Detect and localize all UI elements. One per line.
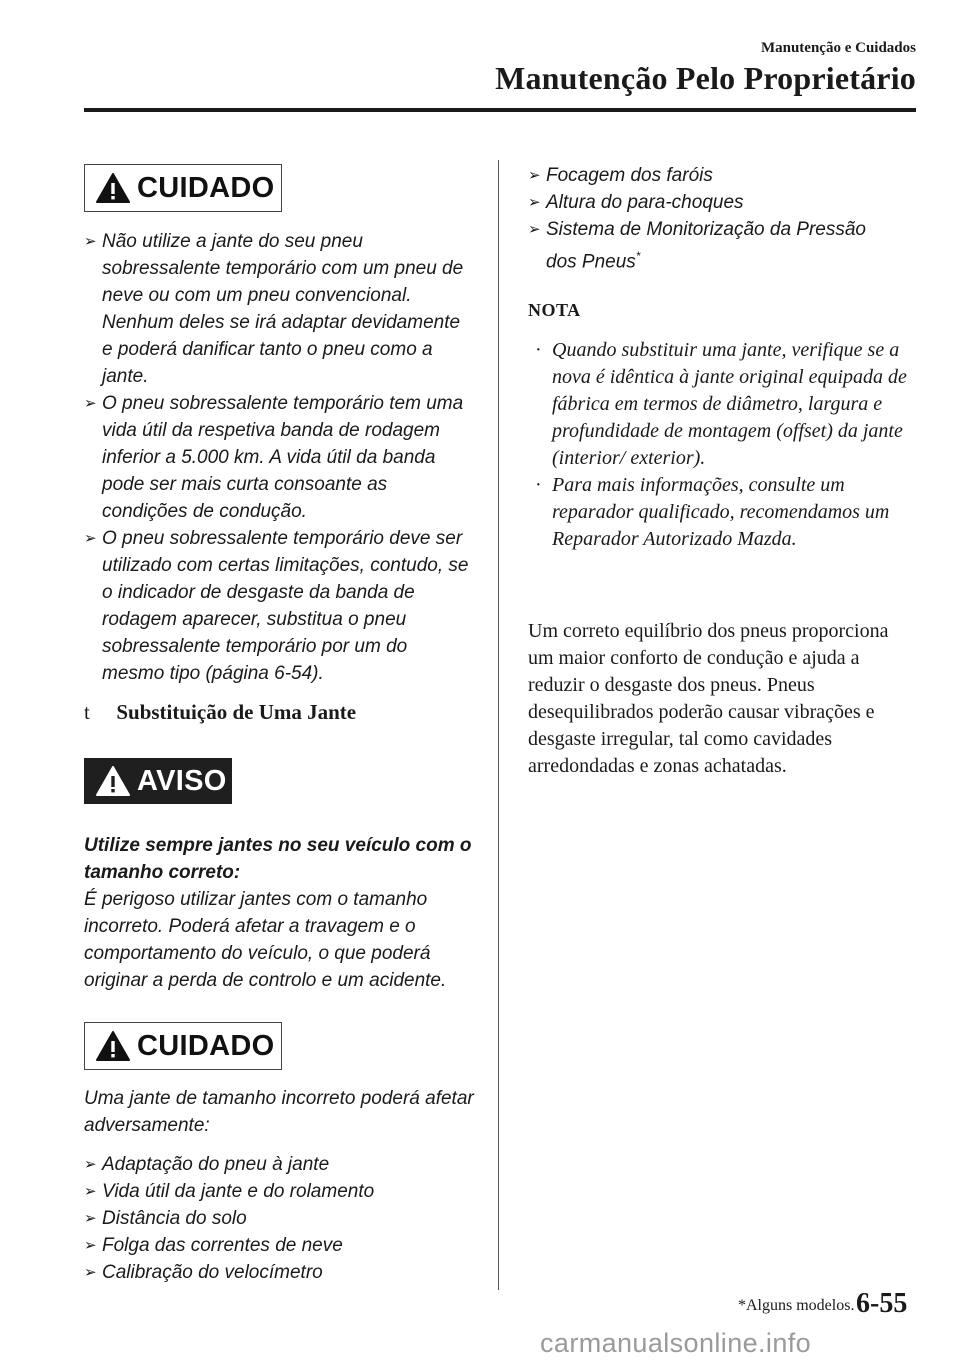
warning-content [84,832,479,994]
asterisk-mark: * [635,249,641,263]
section-heading [84,700,484,725]
page-number: 6-55 [856,1288,908,1319]
arrow-bullet-icon: ➢ [84,395,97,412]
arrow-bullet-icon: ➢ [84,1237,97,1254]
bullet-dot-icon: · [535,339,542,361]
arrow-bullet-icon: ➢ [84,1264,97,1281]
arrow-bullet-icon: ➢ [84,233,97,250]
section-name: Manutenção e Cuidados [760,40,916,56]
warning-bold-text: Utilize sempre jantes no seu veículo com o tamanho correto: [84,835,472,883]
caution-item: ➢ O pneu sobressalente temporário deve ser utilizado com certas limitações, contudo, se o indicador de desgaste da banda de rodagem aparecer, substitua o pneu sobressalente temporário por um do mesmo tipo (página 6-54). [84,525,474,687]
warning-triangle-icon [95,172,131,204]
warning-triangle-icon [95,1030,131,1062]
caution-label: CUIDADO [137,171,275,204]
caution-item: ➢ Vida útil da jante e do rolamento [84,1178,479,1205]
caution-item: ➢ Não utilize a jante do seu pneu sobressalente temporário com um pneu de neve ou com um pneu convencional. Nenhum deles se irá adaptar devidamente e poderá danificar tanto o pneu como a jante. [84,228,474,390]
watermark: carmanualsonline.info [540,1328,812,1358]
bullet-dot-icon: · [535,474,542,496]
arrow-bullet-icon: ➢ [528,167,541,184]
caution-box-1 [84,164,282,212]
section-marker: t [84,700,90,724]
arrow-bullet-icon: ➢ [528,194,541,211]
caution-item: ➢ Altura do para-choques [528,189,908,216]
caution-continued-list [528,162,908,275]
caution-item: ➢ Focagem dos faróis [528,162,908,189]
header-rule [84,108,916,112]
caution-item: ➢ Calibração do velocímetro [84,1259,479,1286]
section-heading-text: Substituição de Uma Jante [116,700,357,724]
arrow-bullet-icon: ➢ [528,221,541,238]
caution-item: ➢ Adaptação do pneu à jante [84,1151,479,1178]
caution-item: ➢ Sistema de Monitorização da Pressão dos Pneus* [528,216,891,275]
caution-box-2 [84,1022,282,1070]
caution-item: ➢ Folga das correntes de neve [84,1232,479,1259]
warning-triangle-icon [95,765,131,797]
column-divider [498,160,499,1290]
note-item: · Para mais informações, consulte um reparador qualificado, recomendamos um Reparador Autorizado Mazda. [535,474,890,550]
arrow-bullet-icon: ➢ [84,530,97,547]
balance-paragraph: Um correto equilíbrio dos pneus proporciona um maior conforto de condução e ajuda a reduzir o desgaste dos pneus. Pneus desequilibrados poderão causar vibrações e desgaste irregular, tal como cavidades arredondadas e zonas achatadas. [528,620,889,777]
warning-label: AVISO [137,764,227,797]
note-item: · Quando substituir uma jante, verifique se a nova é idêntica à jante original equipada de fábrica em termos de diâmetro, largura e profundidade de montagem (offset) da jante (interior/ exterior). [535,339,907,469]
warning-box [84,758,232,804]
caution-2-content [84,1085,479,1286]
caution-label: CUIDADO [137,1029,275,1062]
note-label: NOTA [528,300,581,320]
arrow-bullet-icon: ➢ [84,1210,97,1227]
arrow-bullet-icon: ➢ [84,1156,97,1173]
arrow-bullet-icon: ➢ [84,1183,97,1200]
warning-text: É perigoso utilizar jantes com o tamanho incorreto. Poderá afetar a travagem e o comportamento do veículo, o que poderá originar a perda de controlo e um acidente. [84,889,447,991]
running-header [0,40,916,97]
footer-note: *Alguns modelos. [738,1297,855,1314]
page-title: Manutenção Pelo Proprietário [495,60,916,96]
caution-2-intro: Uma jante de tamanho incorreto poderá afetar adversamente: [84,1088,474,1136]
caution-item: ➢ O pneu sobressalente temporário tem uma vida útil da respetiva banda de rodagem inferior a 5.000 km. A vida útil da banda pode ser mais curta consoante as condições de condução. [84,390,474,525]
note-list [528,337,913,553]
caution-1-list [84,228,474,687]
caution-item: ➢ Distância do solo [84,1205,479,1232]
